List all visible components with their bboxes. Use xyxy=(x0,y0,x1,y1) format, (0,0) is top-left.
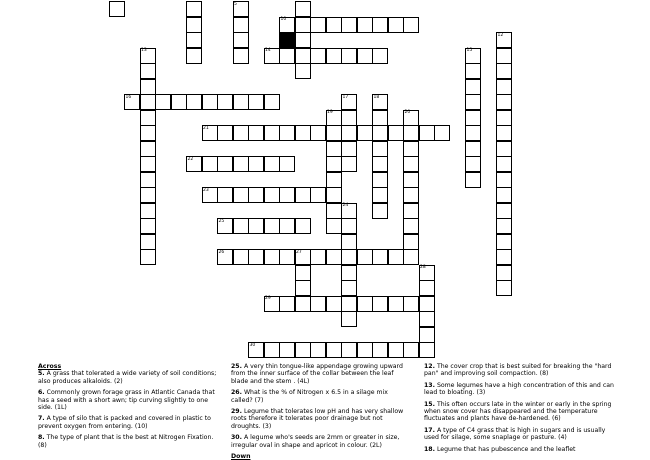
clue-number: 27 xyxy=(296,249,302,255)
grid-cell[interactable] xyxy=(341,156,357,172)
grid-cell[interactable] xyxy=(186,1,202,17)
grid-cell[interactable] xyxy=(465,94,481,110)
grid-cell[interactable] xyxy=(326,342,342,358)
grid-cell[interactable] xyxy=(186,48,202,64)
clue xyxy=(424,363,614,378)
grid-cell[interactable] xyxy=(248,249,264,265)
grid-cell[interactable] xyxy=(372,17,388,33)
clue xyxy=(38,415,218,430)
grid-cell[interactable] xyxy=(140,156,156,172)
grid-cell[interactable] xyxy=(233,156,249,172)
down-heading: Down xyxy=(231,453,251,460)
grid-cell[interactable] xyxy=(357,342,373,358)
grid-cell[interactable] xyxy=(372,296,388,312)
clue-text: Commonly grown forage grass in Atlantic Canada that has a seed with a short awn; tip curving slightly to one side. (1L) xyxy=(38,389,215,412)
grid-cell[interactable] xyxy=(202,156,218,172)
grid-cell[interactable] xyxy=(403,187,419,203)
grid-cell[interactable] xyxy=(140,249,156,265)
grid-cell[interactable] xyxy=(403,125,419,141)
clue xyxy=(424,427,614,442)
grid-cell[interactable] xyxy=(233,249,249,265)
clue-text: This often occurs late in the winter or early in the spring when snow cover has disappeared and the temperature fluctuates and plants have de-hardened. (6) xyxy=(424,400,612,423)
clue-number-label: 13. xyxy=(424,381,435,389)
grid-cell[interactable] xyxy=(372,203,388,219)
clue-number-label: 7. xyxy=(38,415,45,423)
grid-cell[interactable] xyxy=(419,296,435,312)
grid-cell[interactable] xyxy=(217,125,233,141)
grid-cell[interactable] xyxy=(279,296,295,312)
grid-cell[interactable] xyxy=(326,48,342,64)
grid-cell[interactable] xyxy=(279,48,295,64)
grid-cell[interactable] xyxy=(341,342,357,358)
grid-cell[interactable] xyxy=(326,156,342,172)
grid-cell[interactable] xyxy=(496,48,512,64)
grid-cell[interactable] xyxy=(140,79,156,95)
grid-cell[interactable] xyxy=(264,187,280,203)
grid-cell[interactable] xyxy=(496,234,512,250)
grid-cell[interactable] xyxy=(419,342,435,358)
across-clue-list-continued xyxy=(231,363,411,449)
grid-cell[interactable] xyxy=(248,156,264,172)
grid-cell[interactable] xyxy=(496,63,512,79)
clue-number: 19 xyxy=(327,110,333,115)
grid-cell[interactable] xyxy=(140,187,156,203)
clue-text: What is the % of Nitrogen x 6.5 in a silage mix called? (7) xyxy=(231,389,388,404)
grid-cell[interactable] xyxy=(341,125,357,141)
grid-cell[interactable] xyxy=(326,218,342,234)
grid-cell[interactable] xyxy=(233,187,249,203)
grid-cell[interactable] xyxy=(357,296,373,312)
grid-cell[interactable] xyxy=(465,156,481,172)
grid-cell[interactable] xyxy=(140,234,156,250)
grid-cell[interactable] xyxy=(326,172,342,188)
grid-cell[interactable] xyxy=(372,342,388,358)
grid-cell[interactable] xyxy=(357,125,373,141)
clue xyxy=(38,389,218,411)
grid-cell[interactable] xyxy=(295,296,311,312)
grid-cell[interactable] xyxy=(388,342,404,358)
grid-cell[interactable] xyxy=(171,94,187,110)
grid-cell[interactable] xyxy=(264,94,280,110)
clue-number: 5 xyxy=(234,1,237,7)
clue-text: A very thin tongue-like appendage growing upward from the inner surface of the collar between the leaf blade and the stem . (4L) xyxy=(231,363,403,385)
clue-number: 30 xyxy=(249,342,256,348)
grid-cell[interactable] xyxy=(233,218,249,234)
clue xyxy=(424,382,614,397)
grid-cell[interactable] xyxy=(496,218,512,234)
grid-cell[interactable] xyxy=(341,249,357,265)
grid-cell[interactable] xyxy=(109,1,125,17)
grid-cell[interactable] xyxy=(264,249,280,265)
clue-number-label: 26. xyxy=(231,389,242,397)
grid-cell[interactable] xyxy=(140,63,156,79)
grid-cell[interactable] xyxy=(388,296,404,312)
grid-cell[interactable] xyxy=(279,218,295,234)
grid-cell[interactable] xyxy=(326,141,342,157)
grid-cell[interactable] xyxy=(403,249,419,265)
grid-cell[interactable] xyxy=(295,187,311,203)
grid-cell[interactable] xyxy=(279,249,295,265)
grid-cell[interactable] xyxy=(496,249,512,265)
clue-text: Legume that tolerates low pH and has very shallow roots therefore it tolerates poor drainage but not droughts. (3) xyxy=(231,408,404,430)
grid-cell[interactable] xyxy=(326,296,342,312)
grid-cell[interactable] xyxy=(419,327,435,343)
grid-cell[interactable] xyxy=(341,218,357,234)
grid-cell[interactable] xyxy=(295,265,311,281)
grid-cell[interactable] xyxy=(419,280,435,296)
clue xyxy=(231,389,411,404)
grid-cell[interactable] xyxy=(326,187,342,203)
clue-text: Some legumes have a high concentration of this and can lead to bloating. (3) xyxy=(424,381,614,397)
clue-number: 11 xyxy=(280,32,287,38)
grid-cell[interactable] xyxy=(295,63,311,79)
clue-number-label: 17. xyxy=(424,426,435,434)
grid-cell[interactable] xyxy=(341,280,357,296)
grid-cell[interactable] xyxy=(233,32,249,48)
grid-cell[interactable] xyxy=(248,94,264,110)
grid-cell[interactable] xyxy=(295,1,311,17)
across-heading: Across xyxy=(38,363,62,370)
clue-number-label: 18. xyxy=(424,445,435,453)
clue-number: 23 xyxy=(203,187,209,193)
grid-cell[interactable] xyxy=(186,32,202,48)
clue-number-label: 12. xyxy=(424,363,435,370)
grid-cell[interactable] xyxy=(372,48,388,64)
grid-cell[interactable] xyxy=(279,342,295,358)
grid-cell[interactable] xyxy=(295,125,311,141)
grid-cell[interactable] xyxy=(233,125,249,141)
grid-cell[interactable] xyxy=(357,17,373,33)
grid-cell[interactable] xyxy=(248,218,264,234)
grid-cell[interactable] xyxy=(264,218,280,234)
clue-number: 17 xyxy=(342,94,349,100)
grid-cell[interactable] xyxy=(155,94,171,110)
grid-cell[interactable] xyxy=(419,125,435,141)
grid-cell[interactable] xyxy=(419,311,435,327)
grid-cell[interactable] xyxy=(496,141,512,157)
clue-number: 25 xyxy=(218,218,225,224)
grid-cell[interactable] xyxy=(496,94,512,110)
grid-cell[interactable] xyxy=(217,187,233,203)
clue-number: 24 xyxy=(342,203,349,208)
clue xyxy=(231,363,411,385)
grid-cell[interactable] xyxy=(202,94,218,110)
grid-cell[interactable] xyxy=(310,296,326,312)
grid-cell[interactable] xyxy=(465,63,481,79)
clue-column-2 xyxy=(231,363,411,460)
grid-cell[interactable] xyxy=(264,342,280,358)
grid-cell[interactable] xyxy=(465,110,481,126)
down-clue-list xyxy=(424,363,614,453)
grid-cell[interactable] xyxy=(496,187,512,203)
grid-cell[interactable] xyxy=(388,249,404,265)
clue-number: 20 xyxy=(404,110,411,115)
clue-number: 21 xyxy=(203,125,209,131)
clue-text: A type of C4 grass that is high in sugars and is usually used for silage, some snaplage or pasture. (4) xyxy=(424,426,606,442)
grid-cell[interactable] xyxy=(465,172,481,188)
grid-cell[interactable] xyxy=(496,203,512,219)
clue-number: 22 xyxy=(187,156,194,162)
grid-cell[interactable] xyxy=(279,187,295,203)
grid-cell[interactable] xyxy=(372,249,388,265)
grid-cell[interactable] xyxy=(140,203,156,219)
grid-cell[interactable] xyxy=(295,17,311,33)
grid-cell[interactable] xyxy=(140,94,156,110)
grid-cell[interactable] xyxy=(295,32,311,48)
clue-number: 28 xyxy=(420,265,426,270)
grid-cell[interactable] xyxy=(217,156,233,172)
grid-cell[interactable] xyxy=(310,48,326,64)
clue xyxy=(231,408,411,430)
grid-cell[interactable] xyxy=(372,125,388,141)
grid-cell[interactable] xyxy=(341,265,357,281)
grid-cell[interactable] xyxy=(295,280,311,296)
clue-number-label: 6. xyxy=(38,389,45,397)
grid-cell[interactable] xyxy=(465,79,481,95)
clue-number: 13 xyxy=(141,48,147,53)
clue-number: 10 xyxy=(280,17,287,22)
clue xyxy=(424,401,614,423)
grid-cell[interactable] xyxy=(279,156,295,172)
grid-cell[interactable] xyxy=(496,79,512,95)
clue-text: A grass that tolerated a wide variety of soil conditions; also produces alkaloids. (2) xyxy=(38,370,217,385)
grid-cell[interactable] xyxy=(403,17,419,33)
grid-cell[interactable] xyxy=(496,172,512,188)
grid-cell[interactable] xyxy=(434,125,450,141)
grid-cell[interactable] xyxy=(310,187,326,203)
grid-cell[interactable] xyxy=(140,218,156,234)
clue-number-label: 15. xyxy=(424,400,435,408)
grid-cell[interactable] xyxy=(388,125,404,141)
clue-number: 26 xyxy=(218,249,225,255)
grid-cell[interactable] xyxy=(326,17,342,33)
grid-cell[interactable] xyxy=(186,17,202,33)
clue-number: 15 xyxy=(466,48,473,53)
clue-number-label: 29. xyxy=(231,408,242,416)
grid-cell[interactable] xyxy=(403,156,419,172)
grid-cell[interactable] xyxy=(496,125,512,141)
grid-cell[interactable] xyxy=(248,125,264,141)
clue xyxy=(424,446,614,453)
grid-cell[interactable] xyxy=(140,125,156,141)
clue xyxy=(38,434,218,449)
clue-text: A legume who's seeds are 2mm or greater in size, irregular oval in shape and apricot in colour. (2L) xyxy=(231,434,400,449)
grid-cell[interactable] xyxy=(496,280,512,296)
grid-cell[interactable] xyxy=(372,187,388,203)
grid-cell[interactable] xyxy=(341,17,357,33)
grid-cell[interactable] xyxy=(403,342,419,358)
grid-cell[interactable] xyxy=(357,249,373,265)
clue-number-label: 5. xyxy=(38,370,45,378)
grid-cell[interactable] xyxy=(341,296,357,312)
clue-number: 29 xyxy=(265,296,271,301)
clue-text: The cover crop that is best suited for breaking the "hard pan" and improving soil compaction. (8) xyxy=(424,363,612,378)
grid-cell[interactable] xyxy=(341,234,357,250)
grid-cell[interactable] xyxy=(264,156,280,172)
clue-number: 12 xyxy=(497,32,504,38)
clue-text: A type of silo that is packed and covered in plastic to prevent oxygen from entering. (10) xyxy=(38,415,211,430)
grid-cell[interactable] xyxy=(465,125,481,141)
grid-cell[interactable] xyxy=(403,234,419,250)
grid-cell[interactable] xyxy=(357,48,373,64)
grid-cell[interactable] xyxy=(341,141,357,157)
grid-cell[interactable] xyxy=(310,17,326,33)
grid-cell[interactable] xyxy=(248,187,264,203)
grid-cell[interactable] xyxy=(295,48,311,64)
grid-cell[interactable] xyxy=(310,249,326,265)
grid-cell[interactable] xyxy=(310,125,326,141)
grid-cell[interactable] xyxy=(310,342,326,358)
grid-cell[interactable] xyxy=(233,94,249,110)
grid-cell[interactable] xyxy=(403,141,419,157)
grid-cell[interactable] xyxy=(372,156,388,172)
clue xyxy=(231,434,411,449)
clue-number-label: 8. xyxy=(38,434,45,442)
clue xyxy=(38,370,218,385)
grid-cell[interactable] xyxy=(403,218,419,234)
grid-cell[interactable] xyxy=(496,265,512,281)
grid-cell[interactable] xyxy=(140,172,156,188)
across-clue-list xyxy=(38,370,218,449)
clue-text: The type of plant that is the best at Nitrogen Fixation.(8) xyxy=(38,434,214,449)
grid-cell[interactable] xyxy=(388,17,404,33)
grid-cell[interactable] xyxy=(341,110,357,126)
grid-cell[interactable] xyxy=(186,94,202,110)
grid-cell[interactable] xyxy=(496,156,512,172)
grid-cell[interactable] xyxy=(264,125,280,141)
grid-cell[interactable] xyxy=(496,110,512,126)
grid-cell[interactable] xyxy=(295,218,311,234)
grid-cell[interactable] xyxy=(341,48,357,64)
grid-cell[interactable] xyxy=(403,203,419,219)
clue-column-3 xyxy=(424,363,614,457)
grid-cell[interactable] xyxy=(140,141,156,157)
grid-cell[interactable] xyxy=(372,141,388,157)
grid-cell[interactable] xyxy=(326,249,342,265)
grid-cell[interactable] xyxy=(403,296,419,312)
clue-number: 16 xyxy=(125,94,132,100)
clue-number-label: 25. xyxy=(231,363,242,370)
grid-cell[interactable] xyxy=(372,172,388,188)
grid-cell[interactable] xyxy=(465,141,481,157)
grid-cell[interactable] xyxy=(372,110,388,126)
grid-cell[interactable] xyxy=(403,172,419,188)
clue-number: 18 xyxy=(373,94,380,100)
grid-cell[interactable] xyxy=(217,94,233,110)
grid-cell[interactable] xyxy=(326,203,342,219)
grid-cell[interactable] xyxy=(295,342,311,358)
grid-cell[interactable] xyxy=(233,17,249,33)
grid-cell[interactable] xyxy=(341,311,357,327)
grid-cell[interactable] xyxy=(326,125,342,141)
grid-cell[interactable] xyxy=(279,125,295,141)
clue-number: 14 xyxy=(265,48,271,53)
clue-number-label: 30. xyxy=(231,434,242,442)
grid-cell[interactable] xyxy=(140,110,156,126)
clue-text: Legume that has pubescence and the leaflet xyxy=(436,445,576,453)
clue-column-1 xyxy=(38,363,218,453)
grid-cell[interactable] xyxy=(233,48,249,64)
